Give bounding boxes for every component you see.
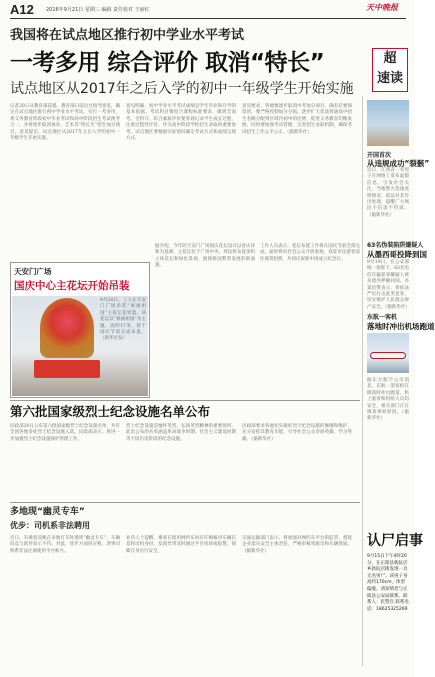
right-item-1-body: 近日，江西省一名男子在网络上发布虚假信息，引发社会关注。当地警方迅速查明情况，依法对其作出处理，提醒广大网民不信谣不传谣。（据新华社） [367,168,409,218]
right-item-2-body: 9月19日，在公安部统一指挥下，63名电信诈骗犯罪嫌疑人被从境外押解回国。办案民警表示，将依法严厉打击此类犯罪，切实维护人民群众财产安全。（据新华社） [367,260,410,310]
right-item-3-kicker: 东航一客机 [367,314,398,321]
speed-read-badge [372,48,408,92]
flower-basket-base [34,360,100,378]
notice-body: 9月15日下午4时20分，在正阳县新阮店乡新阮店街发现一具无名男尸。该男子身高约170cm，体型偏瘦。请知情者与正阳县公安局联系。联系人：仉警官 联系电话：18625325269 [367,554,409,612]
ridehail-column-1: 近日，有乘客反映在多地打车时遇到“幽灵专车”，车辆信息与软件显示不符。对此，优步方面回应称，涉事司机系非法注册使用平台账号。 [10,536,120,554]
right-item-3-title: 落地时冲出机场跑道 [367,322,435,331]
page-header [10,2,350,18]
notice-heading: 认尸启事 [367,533,423,549]
header-meta: 2016年9月21日 星期三 编辑 责任校对 王丽红 [46,7,150,13]
right-item-3-body: 据东方航空公司消息，东航一架客机在降落时冲出跑道，机上旅客和机组人员均安全，相关部门正在调查事故原因。（据新华社） [367,378,409,422]
badge-line-2: 速读 [376,71,403,86]
newspaper-logo: 天中晚报 [366,2,398,12]
martyrs-column-2: 烈士纪念设施是缅怀英烈、弘扬英烈精神的重要场所。此次公布的名单涵盖革命战争时期、社会主义建设时期等不同历史阶段的纪念设施。 [126,424,236,442]
right-item-2-title: 从墨西哥投降到国 [367,250,427,259]
main-story-column-1: 记者20日从教育部获悉，教育部日前出台指导意见，确定在试点地区推行初中学业水平考试，实行一考多用，将义务教育阶段初中毕业考试和高中阶段招生考试两考合一，并将逐步取消体育、艺术等“特长生”招生加分项目。意见提出，试点地区从2017年之后入学的初中一年级学生开始实施。 [10,104,120,142]
flower-basket-shape [40,298,94,358]
page-number: A12 [10,2,34,17]
section-rule-martyrs [10,400,360,401]
martyrs-title: 第六批国家级烈士纪念设施名单公布 [10,404,211,419]
missing-person-notice [367,530,423,660]
ridehail-kicker: 多地现“幽灵专车” [10,507,85,517]
main-story-column-3: 意见要求，各地要逐步取消中考加分项目，确有必要保留的，要严格控制加分分值。逐步扩大优质普通高中招生名额分配到区域内初中的比例，促进义务教育均衡发展。同时要加强考试管理，完善招生录取机制，确保考试招生工作公平公正。（据新华社） [242,104,352,135]
airplane-shape [370,352,406,359]
column-divider [362,96,363,666]
tiananmen-title: 国庆中心主花坛开始吊装 [14,280,130,292]
main-story-column-2: 意见明确，初中学业水平考试成绩是学生毕业和升学的基本依据。考试科目要结合课程标准要求，做到全面考、全科开。综合素质评价要客观记录学生成长过程，注重过程性评价，作为高中阶段学校招生录取的重要参考。试点地区要根据实际情况确定考试方式和成绩呈现方式。 [126,104,236,142]
mid-story-column-2: 工作人员表示，花坛布置工作将在国庆节前全部完成，届时将向社会公众开放参观，欢迎市民游客前往观赏拍照，共同庆祝新中国成立纪念日。 [260,244,360,262]
ridehail-column-2: 业内人士提醒，乘客在使用网约车时应仔细核对车辆信息和司机身份，发现异常及时通过平台投诉或报警，保障自身出行安全。 [126,536,236,554]
ridehail-title: 优步：司机系非法聘用 [10,521,90,530]
martyrs-column-1: 民政部20日公布第六批国家级烈士纪念设施名单，共有全国各地多处烈士纪念设施入选。民政部表示，将进一步加强烈士纪念设施保护管理工作。 [10,424,120,442]
tiananmen-kicker: 天安门广场 [14,267,52,276]
badge-line-1: 超 [383,51,397,66]
main-headline: 一考多用 综合评价 取消“特长” [10,50,325,76]
right-item-2-kicker: 63名伪装陷阱嫌疑人 [367,242,424,249]
ridehail-column-3: 交通运输部门表示，将加强对网约车平台的监管，督促企业落实安全主体责任，严格审核驾驶员和车辆资质。（据新华社） [242,536,352,554]
right-item-1-title: 从违规成功“裂骸” [367,159,430,168]
mid-story-column-1: 据介绍，今年的天安门广场国庆花坛设计以喜庆祥和为基调，主花坛位于广场中央，周边将布置多组立体花坛和绿化景观，展现祖国繁荣发展的新面貌。 [155,244,255,269]
main-subhead: 试点地区从2017年之后入学的初中一年级学生开始实施 [10,81,354,97]
martyrs-column-3: 民政部要求各地切实做好烈士纪念设施的修缮和维护，充分发挥其教育功能，引导社会公众崇尚英雄、学习英雄。（据新华社） [242,424,352,442]
main-kicker: 我国将在试点地区推行初中学业水平考试 [10,28,245,43]
right-item-1-kicker: 开国首次 [367,152,392,159]
section-rule-ridehail [10,502,360,503]
tiananmen-caption: 9月20日，工人在天安门广场吊装“祝福祖国”主花坛花果篮。该花坛以“祝福祖国”为主题，高约17米，将于国庆节前完成布置。（新华社发） [100,298,146,342]
header-rule [10,18,406,19]
right-photo-1 [367,100,409,146]
